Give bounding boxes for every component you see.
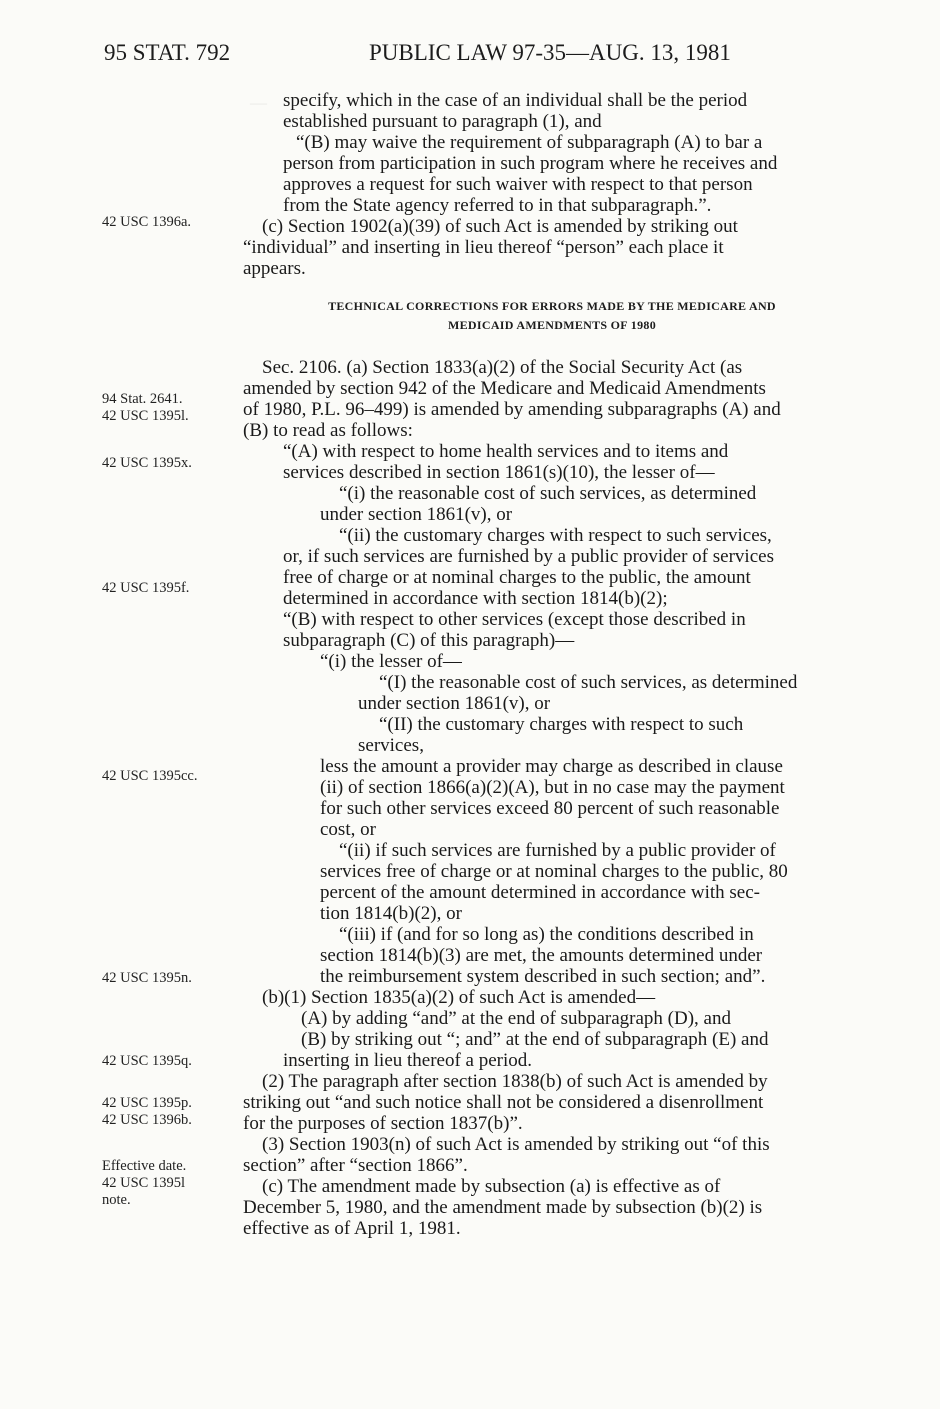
text-line: Sec. 2106. (a) Section 1833(a)(2) of the Social Security Act (as: [262, 357, 743, 378]
text-line: “(B) with respect to other services (except those described in: [283, 609, 746, 630]
text-line: services,: [358, 735, 424, 756]
text-line: section 1814(b)(3) are met, the amounts determined under: [320, 945, 763, 966]
text-line: services free of charge or at nominal charges to the public, 80: [320, 861, 788, 882]
text-line: percent of the amount determined in accordance with sec-: [320, 882, 760, 903]
margin-note: note.: [102, 1192, 131, 1208]
margin-note: 42 USC 1395cc.: [102, 768, 198, 784]
text-line: “individual” and inserting in lieu thereof “person” each place it: [243, 237, 724, 258]
text-line: inserting in lieu thereof a period.: [283, 1050, 533, 1071]
text-line: “(B) may waive the requirement of subparagraph (A) to bar a: [296, 132, 763, 153]
text-line: tion 1814(b)(2), or: [320, 903, 462, 924]
text-line: less the amount a provider may charge as described in clause: [320, 756, 783, 777]
text-line: “(i) the reasonable cost of such services, as determined: [339, 483, 757, 504]
margin-note: 42 USC 1396a.: [102, 214, 192, 230]
text-line: (3) Section 1903(n) of such Act is amended by striking out “of this: [262, 1134, 770, 1155]
text-line: (B) to read as follows:: [243, 420, 413, 441]
text-line: (c) The amendment made by subsection (a) is effective as of: [262, 1176, 721, 1197]
text-line: established pursuant to paragraph (1), and: [283, 111, 602, 132]
text-line: (B) by striking out “; and” at the end of subparagraph (E) and: [301, 1029, 769, 1050]
text-line: “(ii) the customary charges with respect to such services,: [339, 525, 772, 546]
section-heading-line: MEDICAID AMENDMENTS OF 1980: [448, 318, 656, 332]
text-line: “(i) the lesser of—: [320, 651, 462, 672]
text-line: (A) by adding “and” at the end of subparagraph (D), and: [301, 1008, 731, 1029]
text-line: person from participation in such program where he receives and: [283, 153, 778, 174]
margin-note: 42 USC 1395l: [102, 1175, 185, 1191]
text-line: the reimbursement system described in such section; and”.: [320, 966, 766, 987]
text-line: “(I) the reasonable cost of such services, as determined: [379, 672, 798, 693]
section-heading: [243, 297, 861, 335]
margin-note: 94 Stat. 2641.: [102, 391, 183, 407]
text-line: “(II) the customary charges with respect to such: [379, 714, 744, 735]
text-line: services described in section 1861(s)(10), the lesser of—: [283, 462, 715, 483]
text-line: approves a request for such waiver with respect to that person: [283, 174, 753, 195]
page-header: [0, 40, 940, 80]
text-line: for the purposes of section 1837(b)”.: [243, 1113, 523, 1134]
text-line: appears.: [243, 258, 306, 279]
text-line: (b)(1) Section 1835(a)(2) of such Act is amended—: [262, 987, 656, 1008]
text-line: free of charge or at nominal charges to the public, the amount: [283, 567, 751, 588]
text-line: section” after “section 1866”.: [243, 1155, 468, 1176]
margin-note: Effective date.: [102, 1158, 187, 1174]
text-line: under section 1861(v), or: [320, 504, 513, 525]
margin-note: 42 USC 1395p.: [102, 1095, 192, 1111]
text-line: determined in accordance with section 1814(b)(2);: [283, 588, 668, 609]
margin-note: 42 USC 1395l.: [102, 408, 189, 424]
text-line: (c) Section 1902(a)(39) of such Act is amended by striking out: [262, 216, 738, 237]
margin-note: 42 USC 1395f.: [102, 580, 190, 596]
margin-note: 42 USC 1395x.: [102, 455, 192, 471]
text-line: “(ii) if such services are furnished by a public provider of: [339, 840, 776, 861]
text-line: from the State agency referred to in that subparagraph.”.: [283, 195, 712, 216]
text-line: December 5, 1980, and the amendment made by subsection (b)(2) is: [243, 1197, 763, 1218]
margin-note: 42 USC 1395q.: [102, 1053, 192, 1069]
statute-page-number: 95 STAT. 792: [104, 40, 231, 65]
text-line: cost, or: [320, 819, 376, 840]
section-heading-line: TECHNICAL CORRECTIONS FOR ERRORS MADE BY THE MEDICARE AND: [328, 299, 776, 313]
text-line: specify, which in the case of an individual shall be the period: [283, 90, 748, 111]
text-line: (2) The paragraph after section 1838(b) of such Act is amended by: [262, 1071, 768, 1092]
text-line: “(iii) if (and for so long as) the conditions described in: [339, 924, 754, 945]
text-line: amended by section 942 of the Medicare and Medicaid Amendments: [243, 378, 766, 399]
public-law-title: PUBLIC LAW 97-35—AUG. 13, 1981: [369, 40, 731, 65]
bleed-through-text: —: [250, 93, 267, 112]
text-line: effective as of April 1, 1981.: [243, 1218, 461, 1239]
text-line: “(A) with respect to home health services and to items and: [283, 441, 729, 462]
text-line: (ii) of section 1866(a)(2)(A), but in no case may the payment: [320, 777, 785, 798]
text-line: or, if such services are furnished by a public provider of services: [283, 546, 774, 567]
text-line: for such other services exceed 80 percent of such reasonable: [320, 798, 780, 819]
text-line: subparagraph (C) of this paragraph)—: [283, 630, 575, 651]
margin-note: 42 USC 1395n.: [102, 970, 192, 986]
text-line: of 1980, P.L. 96–499) is amended by amending subparagraphs (A) and: [243, 399, 781, 420]
text-line: striking out “and such notice shall not be considered a disenrollment: [243, 1092, 764, 1113]
margin-note: 42 USC 1396b.: [102, 1112, 192, 1128]
text-line: under section 1861(v), or: [358, 693, 551, 714]
